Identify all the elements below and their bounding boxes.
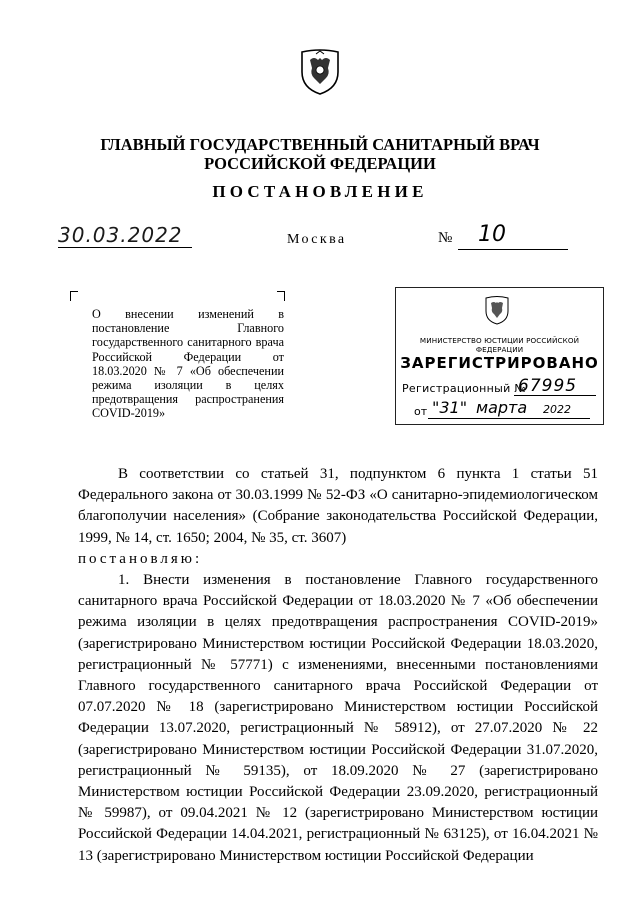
russian-coat-of-arms-icon xyxy=(296,46,344,96)
issuer-title xyxy=(0,135,640,173)
stamp-date-prefix: от xyxy=(414,405,428,418)
stamp-regnum-underline xyxy=(514,395,596,396)
stamp-regnum-label: Регистрационный № xyxy=(402,382,527,395)
stamp-date-year: 2022 xyxy=(543,403,571,416)
document-number: 10 xyxy=(478,222,506,247)
document-type: ПОСТАНОВЛЕНИЕ xyxy=(212,182,428,201)
stamp-date-month: марта xyxy=(476,398,528,417)
body-resolve: постановляю: xyxy=(78,550,203,567)
stamp-registered: ЗАРЕГИСТРИРОВАНО xyxy=(400,354,599,372)
subject-bracket-right xyxy=(277,291,285,301)
stamp-date-underline xyxy=(428,418,590,419)
body-paragraph-legal-basis: В соответствии со статьей 31, подпунктом 6 пункта 1 статьи 51 Федерального закона от 30.03.1999 № 52-ФЗ «О санитарно-эпидемиологическом благополучии населения» (Собрание законодательства Российской Федерации, 1999, № 14, ст. 1650; 2004, № 35, ст. 3607) xyxy=(78,466,598,546)
document-body xyxy=(78,464,598,867)
issuer-title-line2: РОССИЙСКОЙ ФЕДЕРАЦИИ xyxy=(204,154,436,173)
stamp-regnum: 67995 xyxy=(518,376,578,396)
document-number-underline xyxy=(458,249,568,250)
subject-bracket-left xyxy=(70,291,78,301)
issuer-title-line1: ГЛАВНЫЙ ГОСУДАРСТВЕННЫЙ САНИТАРНЫЙ ВРАЧ xyxy=(100,135,540,154)
document-city: Москва xyxy=(287,232,347,247)
document-subject: О внесении изменений в постановление Главного государственного санитарного врача Российской Федерации от 18.03.2020 № 7 «Об обеспечении режима изоляции в целях предотвращения распространения COVID-2019» xyxy=(92,307,284,421)
document-number-label: № xyxy=(438,230,453,246)
body-paragraph-1: 1. Внести изменения в постановление Главного государственного санитарного врача Российской Федерации от 18.03.2020 № 7 «Об обеспечении режима изоляции в целях предотвращения распространения COVID-2019» (зарегистрировано Министерством юстиции Российской Федерации 18.03.2020, регистрационный № 57771) с изменениями, внесенными постановлениями Главного государственного санитарного врача Российской Федерации от 07.07.2020 № 18 (зарегистрировано Министерством юстиции Российской Федерации 13.07.2020, регистрационный № 58912), от 27.07.2020 № 22 (зарегистрировано Министерством юстиции Российской Федерации 31.07.2020, регистрационный № 59135), от 18.09.2020 № 27 (зарегистрировано Министерством юстиции Российской Федерации 23.09.2020, регистрационный № 59987), от 09.04.2021 № 12 (зарегистрировано Министерством юстиции Российской Федерации 14.04.2021, регистрационный № 63125), от 16.04.2021 № 13 (зарегистрировано Министерством юстиции Российской Федерации xyxy=(78,572,598,864)
stamp-date-day: "31" xyxy=(432,398,468,417)
stamp-ministry: МИНИСТЕРСТВО ЮСТИЦИИ РОССИЙСКОЙ ФЕДЕРАЦИИ xyxy=(419,336,580,354)
document-date: 30.03.2022 xyxy=(58,223,192,248)
registration-stamp xyxy=(395,287,604,425)
stamp-coat-of-arms-icon xyxy=(482,294,512,326)
